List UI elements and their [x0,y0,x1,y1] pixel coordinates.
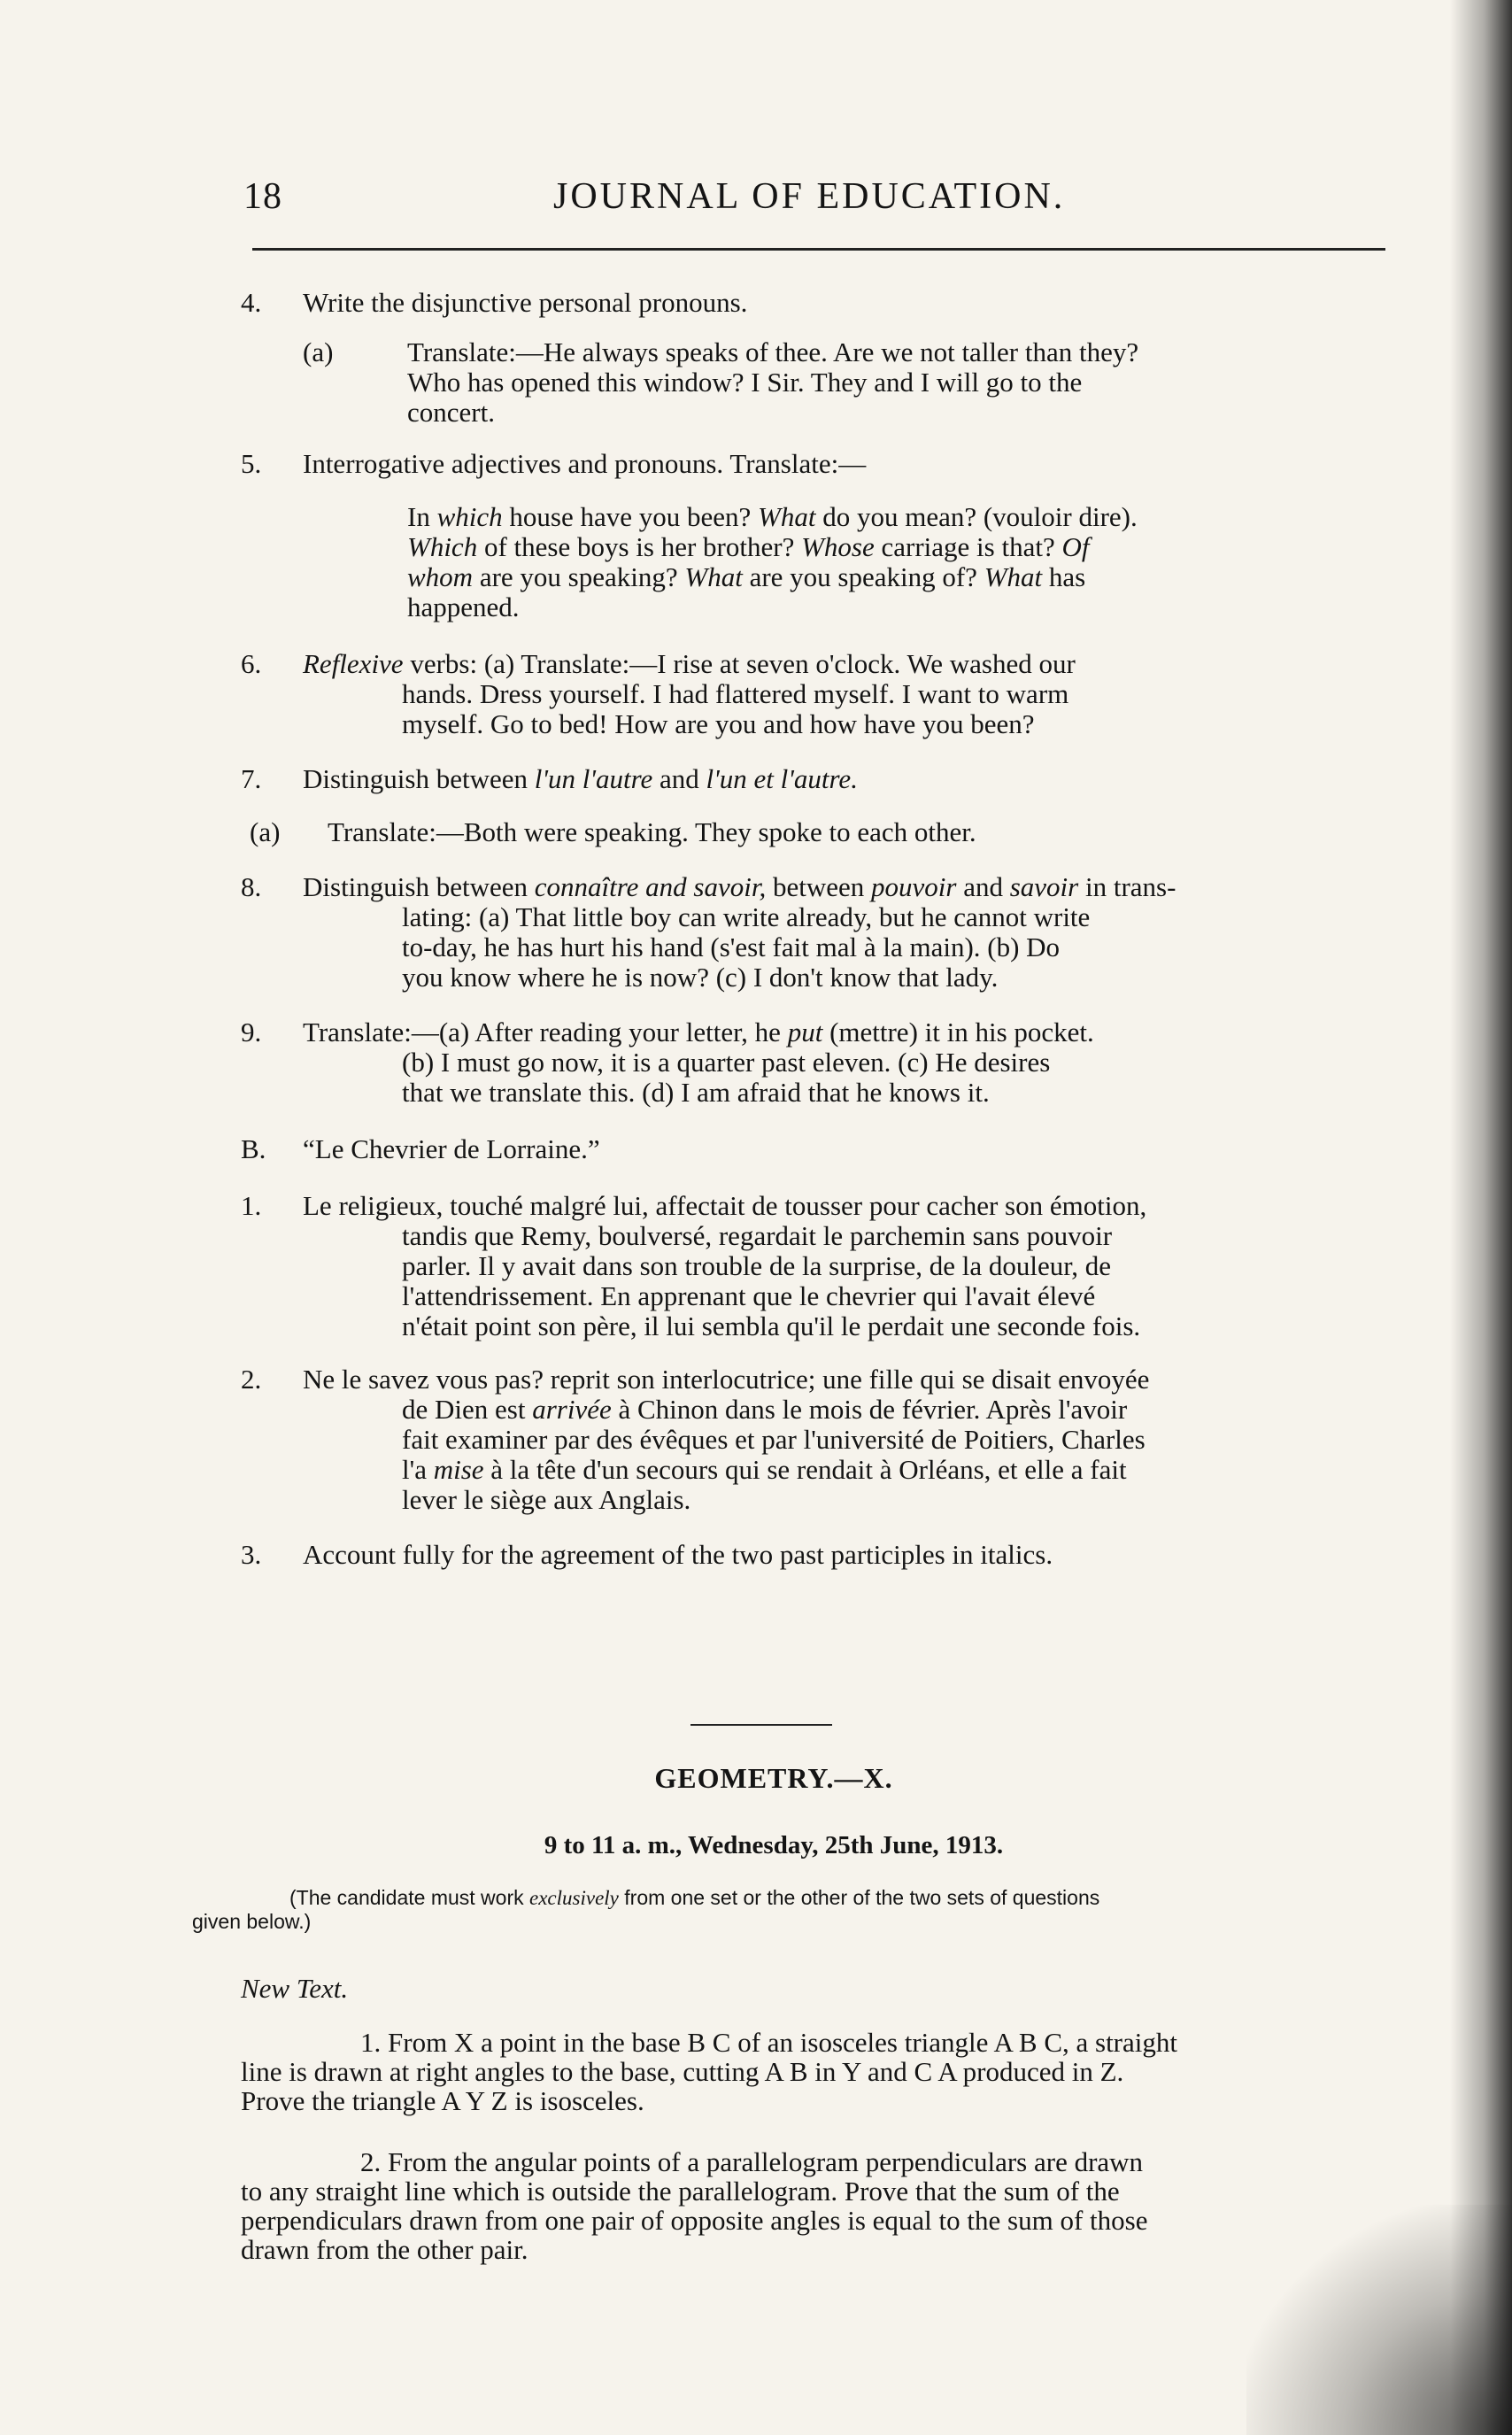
geometry-title: GEOMETRY.—X. [654,1762,893,1794]
passage-line: tandis que Remy, boulversé, regardait le parchemin sans pouvoir [402,1220,1113,1251]
page-number: 18 [243,176,282,217]
question-line: perpendiculars drawn from one pair of opposite angles is equal to the sum of those [241,2205,1148,2236]
question-number: 5. [241,448,262,479]
question-line: to-day, he has hurt his hand (s'est fait mal à la main). (b) Do [402,931,1061,962]
text-run: are you speaking of? [742,561,984,592]
text-run: do you mean? (vouloir dire). [815,501,1138,532]
page-edge-shadow [1450,0,1512,2435]
subquestion-line: Translate:—Both were speaking. They spoke to each other. [328,816,976,847]
running-header [243,175,1385,228]
text-run: and [652,763,706,794]
page-corner-shadow [1246,2205,1512,2435]
subquestion-line: Who has opened this window? I Sir. They and I will go to the [407,367,1083,398]
italic-word: Which [407,531,478,562]
question-number: 4. [241,287,262,318]
italic-word: put [787,1017,823,1047]
question-number: 7. [241,763,262,794]
question-line: drawn from the other pair. [241,2234,528,2265]
question-line: 2. From the angular points of a parallelogram perpendiculars are drawn [360,2146,1144,2177]
section-title: “Le Chevrier de Lorraine.” [303,1133,600,1164]
text-run: verbs: (a) Translate:—I rise at seven o'clock. We washed our [403,648,1076,679]
passage-line: fait examiner par des évêques et par l'université de Poitiers, Charles [402,1424,1146,1455]
header-rule [252,248,1385,251]
french-questions [241,288,1392,1591]
question-line: that we translate this. (d) I am afraid that he knows it. [402,1077,990,1108]
subquestion-4a [303,337,1392,428]
text-run: house have you been? [502,501,759,532]
question-9 [241,1017,1392,1108]
question-number: 3. [241,1539,262,1570]
italic-word: Of [1061,531,1090,562]
passage-line: lever le siège aux Anglais. [402,1484,691,1515]
question-number: 9. [241,1017,262,1047]
text-run: and [956,871,1010,902]
passage-line [407,532,1392,562]
question-line [303,1017,1392,1047]
subquestion-line: Translate:—He always speaks of thee. Are we not taller than they? [407,336,1139,367]
text-run: à la tête d'un secours qui se rendait à Orléans, et elle a fait [483,1454,1127,1485]
subquestion-line: concert. [407,397,495,428]
question-line: lating: (a) That little boy can write already, but he cannot write [402,901,1091,932]
geometry-question-2 [241,2147,1392,2264]
italic-word: What [684,561,743,592]
text-run: in trans- [1078,871,1176,902]
question-line: myself. Go to bed! How are you and how have you been? [402,708,1035,739]
french-passage-2 [241,1364,1392,1515]
question-4 [241,288,1392,428]
question-line: hands. Dress yourself. I had flattered myself. I want to warm [402,678,1069,709]
italic-word: arrivée [532,1394,612,1425]
passage-line: Le religieux, touché malgré lui, affectait de tousser pour cacher son émotion, [303,1190,1147,1221]
question-number: 2. [241,1364,262,1395]
italic-term: savoir [1009,871,1079,902]
text-run: Distinguish between [303,871,535,902]
translation-passage [407,502,1392,622]
text-run: between [766,871,872,902]
text-run: given below.) [192,1910,312,1933]
question-text: Interrogative adjectives and pronouns. Translate:— [303,448,867,479]
text-run: (mettre) it in his pocket. [822,1017,1094,1047]
question-b3 [241,1540,1392,1570]
question-line: you know where he is now? (c) I don't know that lady. [402,962,999,993]
passage-line [407,562,1392,592]
question-line: Prove the triangle A Y Z is isosceles. [241,2085,644,2116]
question-line: 1. From X a point in the base B C of an isosceles triangle A B C, a straight [360,2027,1177,2058]
passage-line [407,502,1392,532]
text-run: In [407,501,437,532]
instruction-note [192,1886,1392,1934]
question-8 [241,872,1392,993]
question-line: line is drawn at right angles to the base, cutting A B in Y and C A produced in Z. [241,2056,1124,2087]
passage-line: Ne le savez vous pas? reprit son interlocutrice; une fille qui se disait envoyée [303,1364,1150,1395]
text-run: Distinguish between [303,763,535,794]
question-line: (b) I must go now, it is a quarter past eleven. (c) He desires [402,1047,1051,1078]
passage-line: l'attendrissement. En apprenant que le chevrier qui l'avait élevé [402,1280,1096,1311]
text-run: are you speaking? [473,561,685,592]
text-run: (The candidate must work [289,1886,530,1909]
italic-term: l'un et l'autre. [706,763,858,794]
question-text: Account fully for the agreement of the two past participles in italics. [303,1539,1053,1570]
subquestion-7a [250,817,1392,847]
italic-word: What [984,561,1043,592]
question-number: 8. [241,871,262,902]
question-6 [241,649,1392,739]
text-run: of these boys is her brother? [477,531,802,562]
section-b-heading [241,1134,1392,1164]
italic-term: pouvoir [871,871,957,902]
passage-line: happened. [407,591,520,622]
italic-word: Whose [801,531,875,562]
question-number: 6. [241,648,262,679]
italic-word: mise [433,1454,484,1485]
italic-term: connaître and savoir, [534,871,767,902]
text-run: Translate:—(a) After reading your letter, he [303,1017,788,1047]
passage-line [303,1455,1392,1485]
question-text: Write the disjunctive personal pronouns. [303,287,748,318]
text-run: from one set or the other of the two sets of questions [618,1886,1100,1909]
passage-line: n'était point son père, il lui sembla qu'il le perdait une seconde fois. [402,1310,1141,1341]
geometry-question-1 [241,2028,1392,2115]
section-label: B. [241,1133,266,1164]
text-run: has [1042,561,1086,592]
text-run: l'a [402,1454,434,1485]
journal-title: JOURNAL OF EDUCATION. [553,176,1066,217]
italic-word: which [436,501,503,532]
question-line [303,872,1392,902]
subquestion-label: (a) [303,336,334,367]
question-5 [241,449,1392,622]
question-line [303,649,1392,679]
passage-line [303,1395,1392,1425]
question-7 [241,764,1392,847]
text-run: de Dien est [402,1394,533,1425]
passage-line: parler. Il y avait dans son trouble de la surprise, de la douleur, de [402,1250,1112,1281]
text-run: carriage is that? [874,531,1062,562]
text-run: à Chinon dans le mois de février. Après l'avoir [611,1394,1128,1425]
italic-word: whom [407,561,474,592]
question-line: to any straight line which is outside the parallelogram. Prove that the sum of the [241,2176,1120,2207]
section-divider [690,1724,832,1726]
italic-word: exclusively [529,1887,619,1909]
subheading-new-text: New Text. [241,1973,349,2004]
french-passage-1 [241,1191,1392,1341]
exam-time: 9 to 11 a. m., Wednesday, 25th June, 1913. [544,1831,1004,1859]
italic-word: What [758,501,816,532]
italic-word: Reflexive [303,648,404,679]
italic-term: l'un l'autre [534,763,653,794]
subquestion-label: (a) [250,816,281,847]
question-number: 1. [241,1190,262,1221]
